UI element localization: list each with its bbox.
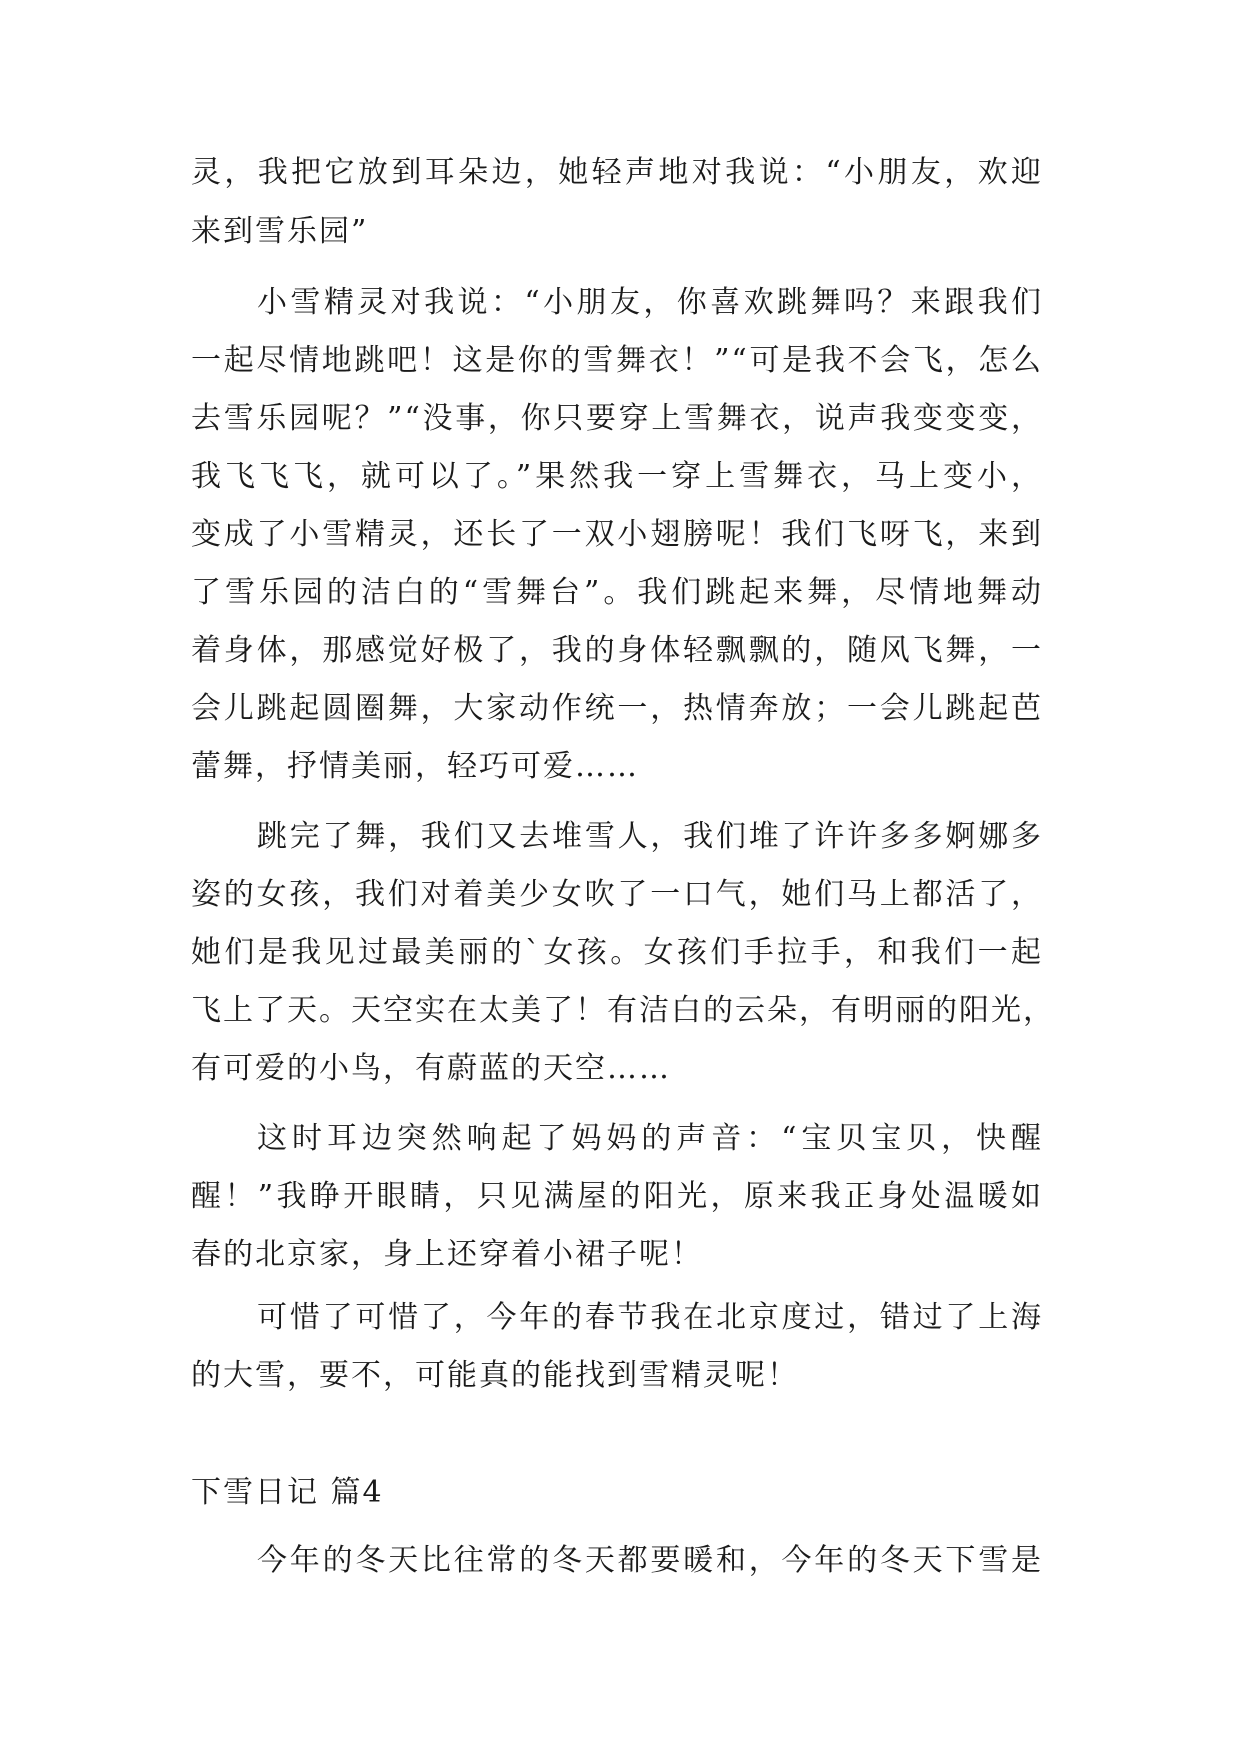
paragraph-line: 我飞飞飞，就可以了。”果然我一穿上雪舞衣，马上变小， bbox=[191, 459, 1043, 494]
paragraph-line: 有可爱的小鸟，有蔚蓝的天空…… bbox=[191, 1051, 671, 1086]
paragraph-line: 会儿跳起圆圈舞，大家动作统一，热情奔放；一会儿跳起芭 bbox=[191, 691, 1043, 726]
paragraph-line: 飞上了天。天空实在太美了！有洁白的云朵，有明丽的阳光， bbox=[191, 993, 1055, 1028]
paragraph-line: 今年的冬天比往常的冬天都要暖和，今年的冬天下雪是 bbox=[257, 1543, 1043, 1578]
paragraph-line: 变成了小雪精灵，还长了一双小翅膀呢！我们飞呀飞，来到 bbox=[191, 517, 1043, 552]
paragraph-line: 这时耳边突然响起了妈妈的声音：“宝贝宝贝，快醒 bbox=[257, 1121, 1043, 1156]
paragraph-line: 来到雪乐园” bbox=[191, 214, 369, 249]
paragraph-line: 姿的女孩，我们对着美少女吹了一口气，她们马上都活了， bbox=[191, 877, 1043, 912]
paragraph-line: 了雪乐园的洁白的“雪舞台”。我们跳起来舞，尽情地舞动 bbox=[191, 575, 1043, 610]
paragraph-line: 她们是我见过最美丽的`女孩。女孩们手拉手，和我们一起 bbox=[191, 935, 1043, 970]
section-heading: 下雪日记 篇4 bbox=[191, 1475, 384, 1510]
paragraph-line: 灵，我把它放到耳朵边，她轻声地对我说：“小朋友，欢迎 bbox=[191, 155, 1043, 190]
paragraph-line: 春的北京家，身上还穿着小裙子呢！ bbox=[191, 1237, 703, 1272]
paragraph-line: 醒！”我睁开眼睛，只见满屋的阳光，原来我正身处温暖如 bbox=[191, 1179, 1043, 1214]
paragraph-line: 去雪乐园呢？”“没事，你只要穿上雪舞衣，说声我变变变， bbox=[191, 401, 1043, 436]
paragraph-line: 小雪精灵对我说：“小朋友，你喜欢跳舞吗？来跟我们 bbox=[257, 285, 1043, 320]
paragraph-line: 着身体，那感觉好极了，我的身体轻飘飘的，随风飞舞，一 bbox=[191, 633, 1043, 668]
paragraph-line: 的大雪，要不，可能真的能找到雪精灵呢！ bbox=[191, 1358, 799, 1393]
paragraph-line: 可惜了可惜了，今年的春节我在北京度过，错过了上海 bbox=[257, 1300, 1043, 1335]
paragraph-line: 蕾舞，抒情美丽，轻巧可爱…… bbox=[191, 749, 639, 784]
paragraph-line: 跳完了舞，我们又去堆雪人，我们堆了许许多多婀娜多 bbox=[257, 819, 1043, 854]
paragraph-line: 一起尽情地跳吧！这是你的雪舞衣！”“可是我不会飞，怎么 bbox=[191, 343, 1043, 378]
